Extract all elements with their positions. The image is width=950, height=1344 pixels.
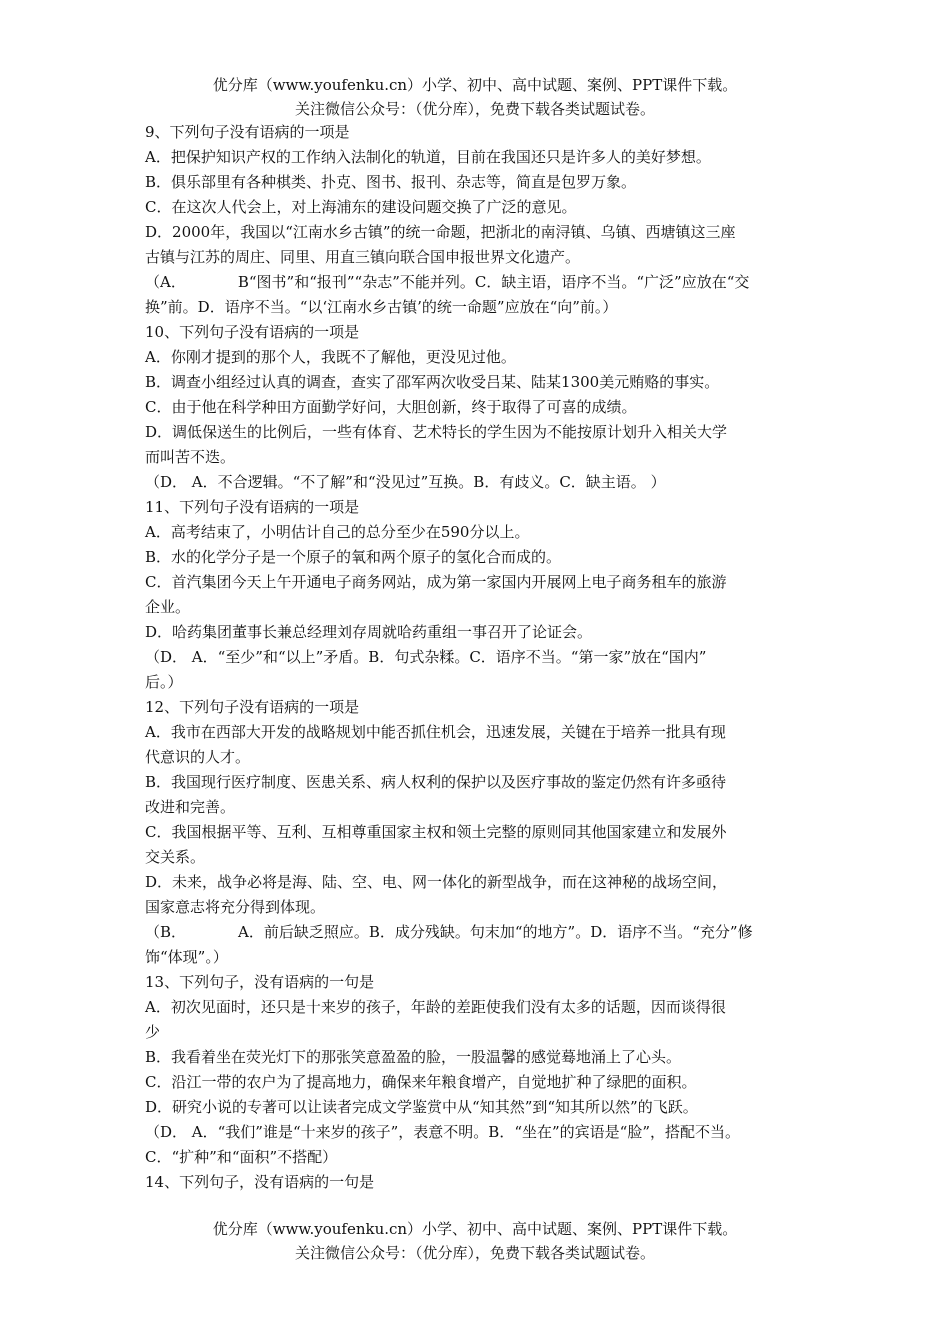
q12-option-c-line2: 交关系。 bbox=[145, 848, 206, 866]
footer-line-1: 优分库（www.youfenku.cn）小学、初中、高中试题、案例、PPT课件下载。 bbox=[212, 1220, 738, 1238]
q10-option-c: C．由于他在科学种田方面勤学好问，大胆创新，终于取得了可喜的成绩。 bbox=[145, 398, 637, 416]
q14-stem: 14、下列句子，没有语病的一句是 bbox=[145, 1173, 375, 1191]
q13-option-b: B．我看着坐在荧光灯下的那张笑意盈盈的脸，一股温馨的感觉蓦地涌上了心头。 bbox=[145, 1048, 682, 1066]
q9-option-a: A．把保护知识产权的工作纳入法制化的轨道，目前在我国还只是许多人的美好梦想。 bbox=[145, 148, 711, 166]
q12-answer-text: A．前后缺乏照应。B．成分残缺。句末加“的地方”。D．语序不当。“充分”修 bbox=[238, 923, 753, 941]
q9-option-d-line1: D．2000年，我国以“江南水乡古镇”的统一命题，把浙北的南浔镇、乌镇、西塘镇这三座 bbox=[145, 223, 736, 241]
q11-answer-line2: 后。） bbox=[145, 673, 183, 691]
q12-option-b-line2: 改进和完善。 bbox=[145, 798, 236, 816]
q11-answer-line1: （D． A．“至少”和“以上”矛盾。B．句式杂糅。C．语序不当。“第一家”放在“国内” bbox=[145, 648, 707, 666]
footer-line-2: 关注微信公众号：（优分库），免费下载各类试题试卷。 bbox=[294, 1244, 655, 1262]
q9-answer-line1 bbox=[145, 270, 825, 295]
q9-answer-text: B“图书”和“报刊”“杂志”不能并列。C．缺主语，语序不当。“广泛”应放在“交 bbox=[237, 273, 750, 291]
q9-answer-key: （A． bbox=[145, 273, 186, 291]
q11-option-d: D．哈药集团董事长兼总经理刘存周就哈药重组一事召开了论证会。 bbox=[145, 623, 593, 641]
page-header bbox=[0, 73, 950, 121]
q12-answer-line2: 饰“体现”。） bbox=[145, 948, 228, 966]
q12-option-c-line1: C．我国根据平等、互利、互相尊重国家主权和领土完整的原则同其他国家建立和发展外 bbox=[145, 823, 727, 841]
q10-option-d-line1: D．调低保送生的比例后，一些有体育、艺术特长的学生因为不能按原计划升入相关大学 bbox=[145, 423, 728, 441]
q13-option-d: D．研究小说的专著可以让读者完成文学鉴赏中从“知其然”到“知其所以然”的飞跃。 bbox=[145, 1098, 698, 1116]
q12-option-a-line1: A．我市在西部大开发的战略规划中能否抓住机会，迅速发展，关键在于培养一批具有现 bbox=[145, 723, 726, 741]
q11-option-a: A．高考结束了，小明估计自己的总分至少在590分以上。 bbox=[145, 523, 530, 541]
q12-option-d-line1: D．未来，战争必将是海、陆、空、电、网一体化的新型战争，而在这神秘的战场空间， bbox=[145, 873, 728, 891]
q11-stem: 11、下列句子没有语病的一项是 bbox=[145, 498, 360, 516]
q9-option-c: C．在这次人代会上，对上海浦东的建设问题交换了广泛的意见。 bbox=[145, 198, 577, 216]
document-body bbox=[145, 120, 825, 1195]
q12-stem: 12、下列句子没有语病的一项是 bbox=[145, 698, 360, 716]
q11-option-c-line2: 企业。 bbox=[145, 598, 191, 616]
q11-option-c-line1: C．首汽集团今天上午开通电子商务网站，成为第一家国内开展网上电子商务租车的旅游 bbox=[145, 573, 727, 591]
q9-option-b: B．俱乐部里有各种棋类、扑克、图书、报刊、杂志等，简直是包罗万象。 bbox=[145, 173, 637, 191]
q12-answer-key: （B． bbox=[145, 923, 187, 941]
q12-option-a-line2: 代意识的人才。 bbox=[145, 748, 251, 766]
q10-stem: 10、下列句子没有语病的一项是 bbox=[145, 323, 360, 341]
q12-option-b-line1: B．我国现行医疗制度、医患关系、病人权利的保护以及医疗事故的鉴定仍然有许多亟待 bbox=[145, 773, 727, 791]
q12-option-d-line2: 国家意志将充分得到体现。 bbox=[145, 898, 326, 916]
q13-option-a-line2: 少 bbox=[145, 1023, 161, 1041]
q9-answer-line2: 换”前。D．语序不当。“以‘江南水乡古镇’的统一命题”应放在“向”前。） bbox=[145, 298, 618, 316]
q10-answer: （D． A．不合逻辑。“不了解”和“没见过”互换。B．有歧义。C．缺主语。 ） bbox=[145, 473, 666, 491]
q10-option-a: A．你刚才提到的那个人，我既不了解他，更没见过他。 bbox=[145, 348, 516, 366]
q12-answer-line1 bbox=[145, 920, 825, 945]
q13-option-a-line1: A．初次见面时，还只是十来岁的孩子，年龄的差距使我们没有太多的话题，因而谈得很 bbox=[145, 998, 726, 1016]
q9-option-d-line2: 古镇与江苏的周庄、同里、用直三镇向联合国申报世界文化遗产。 bbox=[145, 248, 581, 266]
q10-option-d-line2: 而叫苦不迭。 bbox=[145, 448, 236, 466]
q13-stem: 13、下列句子，没有语病的一句是 bbox=[145, 973, 375, 991]
q13-answer-line1: （D． A．“我们”谁是“十来岁的孩子”，表意不明。B．“坐在”的宾语是“脸”，搭配不当。 bbox=[145, 1123, 741, 1141]
header-line-2: 关注微信公众号：（优分库），免费下载各类试题试卷。 bbox=[294, 100, 655, 118]
q13-option-c: C．沿江一带的农户为了提高地力，确保来年粮食增产，自觉地扩种了绿肥的面积。 bbox=[145, 1073, 697, 1091]
q13-answer-line2: C．“扩种”和“面积”不搭配） bbox=[145, 1148, 338, 1166]
page-footer bbox=[0, 1217, 950, 1265]
q10-option-b: B．调查小组经过认真的调查，查实了邵军两次收受吕某、陆某1300美元贿赂的事实。 bbox=[145, 373, 720, 391]
q9-stem: 9、下列句子没有语病的一项是 bbox=[145, 123, 350, 141]
q11-option-b: B．水的化学分子是一个原子的氧和两个原子的氢化合而成的。 bbox=[145, 548, 562, 566]
header-line-1: 优分库（www.youfenku.cn）小学、初中、高中试题、案例、PPT课件下载。 bbox=[212, 76, 738, 94]
